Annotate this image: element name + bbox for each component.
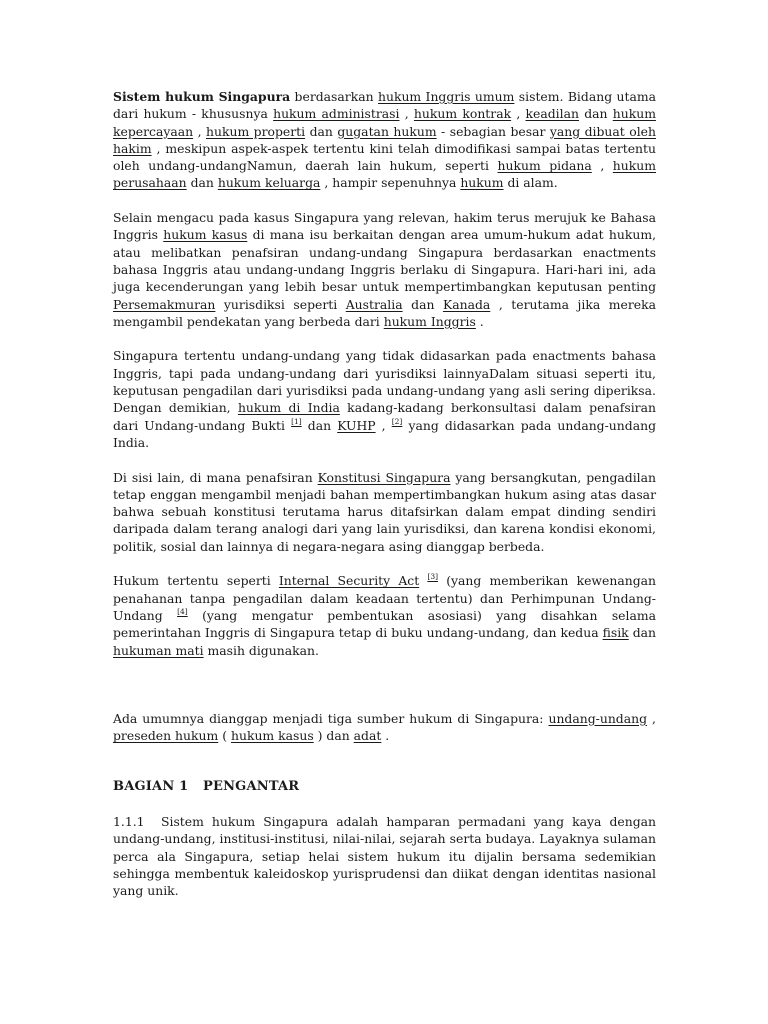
link-hukum-kontrak[interactable]: hukum kontrak (413, 106, 512, 122)
link-hukum-properti[interactable]: hukum properti (206, 123, 306, 139)
link-gugatan-hukum[interactable]: gugatan hukum (337, 123, 437, 139)
paragraph-6: Ada umumnya dianggap menjadi tiga sumber hukum di Singapura: undang-undang , preseden hukum ( hukum kasus ) dan adat . (113, 710, 656, 744)
section-number: BAGIAN 1 (113, 779, 189, 795)
paragraph-4: Di sisi lain, di mana penafsiran Konstitusi Singapura yang bersangkutan, pengadilan tetap enggan mengambil menjadi bahan mempertimbangkan hukum asing atas dasar bahwa sebuah konstitusi terutama harus ditafsirkan dalam empat dinding sendiri daripada dalam terang analogi dari yang lain yurisdiksi, dan karena kondisi ekonomi, politik, sosial dan lainnya di negara-negara asing dianggap berbeda. (113, 469, 656, 554)
paragraph-1: Sistem hukum Singapura berdasarkan hukum Inggris umum sistem. Bidang utama dari hukum - khususnya hukum administrasi , hukum kontrak , keadilan dan hukum kepercayaan , hukum properti dan gugatan hukum - sebagian besar yang dibuat oleh hakim , meskipun aspek-aspek tertentu kini telah dimodifikasi sampai batas tertentu oleh undang-undangNamun, daerah lain hukum, seperti hukum pidana , hukum perusahaan dan hukum keluarga , hampir sepenuhnya hukum di alam. (113, 89, 656, 191)
link-hukum-inggris[interactable]: hukum Inggris (383, 313, 476, 329)
link-kanada[interactable]: Kanada (442, 296, 491, 312)
link-hukum[interactable]: hukum (460, 175, 504, 191)
spacer (113, 796, 656, 813)
paragraph-2: Selain mengacu pada kasus Singapura yang relevan, hakim terus merujuk ke Bahasa Inggris hukum kasus di mana isu berkaitan dengan area umum-hukum adat hukum, atau melibatkan penafsiran undang-undang Singapura berdasarkan enactments bahasa Inggris atau undang-undang Inggris berlaku di Singapura. Hari-hari ini, ada juga kecenderungan yang lebih besar untuk mempertimbangkan keputusan penting Persemakmuran yurisdiksi seperti Australia dan Kanada , terutama jika mereka mengambil pendekatan yang berbeda dari hukum Inggris . (113, 210, 657, 329)
link-hukum-pidana[interactable]: hukum pidana (497, 158, 592, 174)
spacer (113, 744, 656, 778)
section-title: PENGANTAR (203, 779, 300, 795)
spacer (113, 192, 656, 209)
spacer (113, 555, 656, 572)
link-hukuman-mati[interactable]: hukuman mati (113, 642, 204, 658)
link-hukum-keluarga[interactable]: hukum keluarga (217, 175, 321, 191)
paragraph-7: 1.1.1 Sistem hukum Singapura adalah hamparan permadani yang kaya dengan undang-undang, institusi-institusi, nilai-nilai, sejarah serta budaya. Layaknya sulaman perca ala Singapura, setiap helai sistem hukum itu dijalin bersama sedemikian sehingga membentuk kaleidoskop yurisprudensi dan diikat dengan identitas nasional yang unik. (113, 813, 656, 899)
link-adat[interactable]: adat (353, 728, 382, 744)
spacer (113, 330, 656, 347)
bold-term: Sistem hukum Singapura (113, 89, 291, 104)
footnote-ref-2[interactable]: [2] (391, 416, 403, 426)
link-undang-undang[interactable]: undang-undang (548, 710, 648, 726)
link-hukum-perusahaan[interactable]: hukum perusahaan (113, 158, 656, 191)
link-hukum-administrasi[interactable]: hukum administrasi (273, 106, 400, 122)
footnote-ref-3[interactable]: [3] (427, 572, 439, 582)
paragraph-5: Hukum tertentu seperti Internal Security Act [3] (yang memberikan kewenangan penahanan tanpa pengadilan dalam keadaan tertentu) dan Perhimpunan Undang-Undang [4] (yang mengatur pembentukan asosiasi) yang disahkan selama pemerintahan Inggris di Singapura tetap di buku undang-undang, dan kedua fisik dan hukuman mati masih digunakan. (113, 572, 657, 658)
spacer (113, 451, 656, 468)
footnote-ref-4[interactable]: [4] (177, 606, 188, 616)
link-preseden-hukum[interactable]: preseden hukum (113, 728, 219, 744)
link-keadilan[interactable]: keadilan (525, 106, 579, 122)
link-kuhp[interactable]: KUHP (337, 417, 376, 433)
link-australia[interactable]: Australia (345, 296, 403, 312)
link-hukum-kasus[interactable]: hukum kasus (163, 227, 248, 243)
spacer (113, 659, 656, 710)
footnote-ref-1[interactable]: [1] (291, 416, 302, 426)
link-yang-dibuat-oleh-hakim[interactable]: yang dibuat oleh hakim (113, 123, 656, 156)
section-heading (113, 778, 656, 795)
link-hukum-di-india[interactable]: hukum di India (237, 400, 340, 416)
document-body (113, 88, 656, 899)
link-hukum-kasus-2[interactable]: hukum kasus (230, 728, 314, 744)
link-konstitusi-singapura[interactable]: Konstitusi Singapura (317, 469, 451, 485)
paragraph-3: Singapura tertentu undang-undang yang tidak didasarkan pada enactments bahasa Inggris, tapi pada undang-undang dari yurisdiksi lainnyaDalam situasi seperti itu, keputusan pengadilan dari yurisdiksi pada undang-undang yang asli sering diperiksa. Dengan demikian, hukum di India kadang-kadang berkonsultasi dalam penafsiran dari Undang-undang Bukti [1] dan KUHP , [2] yang didasarkan pada undang-undang India. (113, 348, 656, 450)
link-persemakmuran[interactable]: Persemakmuran (113, 296, 216, 312)
link-hukum-inggris-umum[interactable]: hukum Inggris umum (377, 89, 515, 104)
link-internal-security-act[interactable]: Internal Security Act (278, 573, 420, 589)
link-hukum-kepercayaan[interactable]: hukum kepercayaan (113, 106, 656, 139)
link-fisik[interactable]: fisik (602, 625, 629, 641)
clause-number: 1.1.1 (113, 813, 145, 829)
